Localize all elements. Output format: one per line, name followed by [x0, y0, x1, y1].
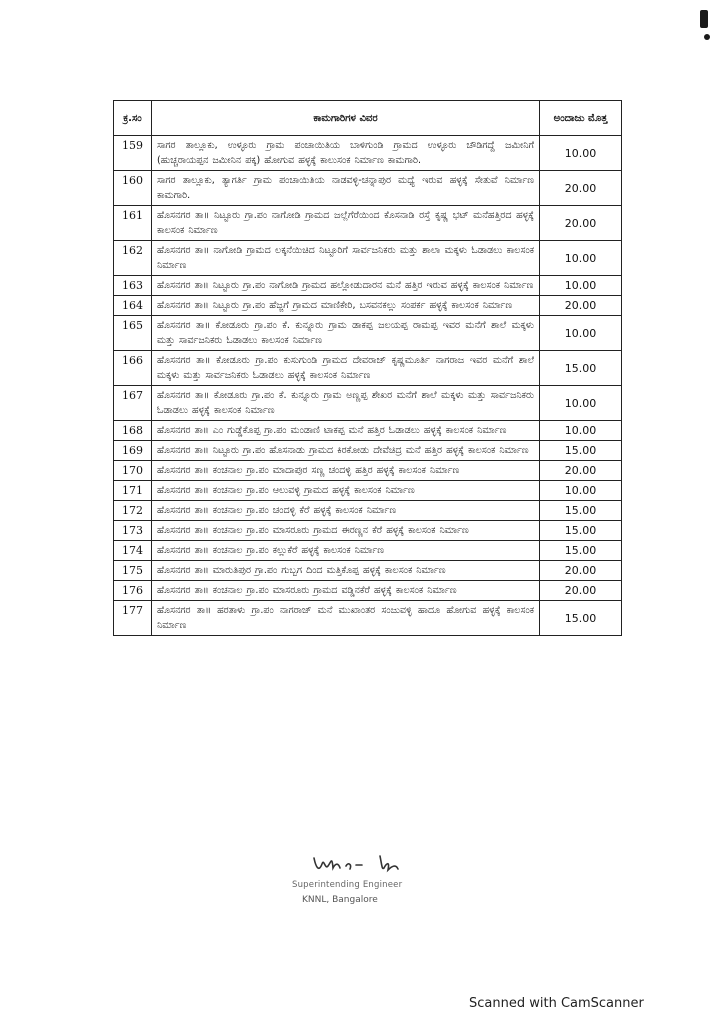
- row-amount: 20.00: [540, 561, 622, 581]
- row-work-details: ಹೊಸನಗರ ತಾ॥ ಕಂಚನಾಲ ಗ್ರಾ.ಪಂ ಮಾದಾಪುರ ಸಣ್ಣ ಚಂದಳ್ಳಿ ಹತ್ತಿರ ಹಳ್ಳಕ್ಕೆ ಕಾಲಸಂಕ ನಿರ್ಮಾಣ: [152, 461, 540, 481]
- row-amount: 15.00: [540, 441, 622, 461]
- row-work-details: ಹೊಸನಗರ ತಾ॥ ನಾಗೋಡಿ ಗ್ರಾಮದ ಲಕ್ಕನೆಯಿಚಿದ ನಿಟ್ಟೂರಿಗೆ ಸಾರ್ವಜನಿಕರು ಮತ್ತು ಶಾಲಾ ಮಕ್ಕಳು ಓಡಾಡಲು ಕಾಲಸಂಕ ನಿರ್ಮಾಣ: [152, 241, 540, 276]
- row-amount: 10.00: [540, 316, 622, 351]
- table-body: [114, 136, 622, 636]
- table-row: [114, 421, 622, 441]
- row-amount: 15.00: [540, 541, 622, 561]
- table-row: [114, 136, 622, 171]
- scan-artifact-mark: [700, 10, 708, 28]
- row-work-details: ಹೊಸನಗರ ತಾ॥ ಮಾರುತಿಪುರ ಗ್ರಾ.ಪಂ ಗುಬ್ಬಗ ದಿಂದ ಮತ್ತಿಕೊಪ್ಪ ಹಳ್ಳಕ್ಕೆ ಕಾಲಸಂಕ ನಿರ್ಮಾಣ: [152, 561, 540, 581]
- table-row: [114, 386, 622, 421]
- row-amount: 10.00: [540, 421, 622, 441]
- row-work-details: ಹೊಸನಗರ ತಾ॥ ಹರತಾಳು ಗ್ರಾ.ಪಂ ನಾಗರಾಜ್ ಮನೆ ಮುಖಾಂತರ ಸಂಜುವಳ್ಳಿ ಹಾದೂ ಹೋಗುವ ಹಳ್ಳಕ್ಕೆ ಕಾಲಸಂಕ ನಿರ್ಮಾಣ: [152, 601, 540, 636]
- row-amount: 20.00: [540, 171, 622, 206]
- row-amount: 15.00: [540, 351, 622, 386]
- table-row: [114, 601, 622, 636]
- row-work-details: ಹೊಸನಗರ ತಾ॥ ಕಂಚನಾಲ ಗ್ರಾ.ಪಂ ಮಾಸರೂರು ಗ್ರಾಮದ ವಡ್ಡಿನಕೆರೆ ಹಳ್ಳಕ್ಕೆ ಕಾಲಸಂಕ ನಿರ್ಮಾಣ: [152, 581, 540, 601]
- scanner-watermark: Scanned with CamScanner: [469, 996, 644, 1011]
- signature-title: Superintending Engineer: [292, 880, 403, 890]
- table-row: [114, 581, 622, 601]
- row-amount: 15.00: [540, 501, 622, 521]
- header-serial-no: ಕ್ರ.ಸಂ: [114, 101, 152, 136]
- row-amount: 20.00: [540, 206, 622, 241]
- header-estimated-amount: ಅಂದಾಜು ಮೊತ್ತ: [540, 101, 622, 136]
- table-row: [114, 206, 622, 241]
- table-row: [114, 461, 622, 481]
- row-serial-no: 175: [114, 561, 152, 581]
- row-work-details: ಹೊಸನಗರ ತಾ॥ ನಿಟ್ಟೂರು ಗ್ರಾ.ಪಂ ಹೆಜ್ಜಗೆ ಗ್ರಾಮದ ಮಾಣಿಕೇರಿ, ಬಸವನಕಲ್ಲು ಸಂಪರ್ಕ ಹಳ್ಳಕ್ಕೆ ಕಾಲಸಂಕ ನಿರ್ಮಾಣ: [152, 296, 540, 316]
- row-serial-no: 159: [114, 136, 152, 171]
- table-row: [114, 561, 622, 581]
- row-amount: 10.00: [540, 276, 622, 296]
- signature-scribble: [310, 850, 430, 880]
- row-serial-no: 177: [114, 601, 152, 636]
- row-work-details: ಹೊಸನಗರ ತಾ॥ ಕೋಡೂರು ಗ್ರಾ.ಪಂ ಕುಸುಗುಂಡಿ ಗ್ರಾಮದ ದೇವರಾಜ್ ಕೃಷ್ಣಮೂರ್ತಿ ನಾಗರಾಜ ಇವರ ಮನೆಗೆ ಶಾಲೆ ಮಕ್ಕಳು ಮತ್ತು ಸಾರ್ವಜನಿಕರು ಓಡಾಡಲು ಹಳ್ಳಕ್ಕೆ ಕಾಲಸಂಕ ನಿರ್ಮಾಣ: [152, 351, 540, 386]
- signature: [310, 850, 430, 880]
- row-serial-no: 167: [114, 386, 152, 421]
- row-serial-no: 174: [114, 541, 152, 561]
- row-serial-no: 169: [114, 441, 152, 461]
- row-work-details: ಹೊಸನಗರ ತಾ॥ ನಿಟ್ಟೂರು ಗ್ರಾ.ಪಂ ನಾಗೋಡಿ ಗ್ರಾಮದ ಹಲ್ಲೋಡುದಾರನ ಮನೆ ಹತ್ತಿರ ಇರುವ ಹಳ್ಳಕ್ಕೆ ಕಾಲಸಂಕ ನಿರ್ಮಾಣ: [152, 276, 540, 296]
- row-work-details: ಹೊಸನಗರ ತಾ॥ ಎಂ ಗುಡ್ಡೆಕೊಪ್ಪ ಗ್ರಾ.ಪಂ ಮಂಡಾಣಿ ಟಾಕಪ್ಪ ಮನೆ ಹತ್ತಿರ ಓಡಾಡಲು ಹಳ್ಳಕ್ಕೆ ಕಾಲಸಂಕ ನಿರ್ಮಾಣ: [152, 421, 540, 441]
- row-amount: 10.00: [540, 241, 622, 276]
- row-serial-no: 161: [114, 206, 152, 241]
- table-row: [114, 316, 622, 351]
- row-work-details: ಹೊಸನಗರ ತಾ॥ ಕಂಚನಾಲ ಗ್ರಾ.ಪಂ ಆಲುವಳ್ಳಿ ಗ್ರಾಮದ ಹಳ್ಳಕ್ಕೆ ಕಾಲಸಂಕ ನಿರ್ಮಾಣ: [152, 481, 540, 501]
- row-serial-no: 171: [114, 481, 152, 501]
- table-row: [114, 481, 622, 501]
- table-row: [114, 441, 622, 461]
- table-row: [114, 521, 622, 541]
- row-work-details: ಸಾಗರ ತಾಲ್ಲೂಕು, ತ್ಯಾಗರ್ತಿ ಗ್ರಾಮ ಪಂಚಾಯಿತಿಯ ನಾಡವಳ್ಳಿ-ಚನ್ನಾಪುರ ಮಧ್ಯೆ ಇರುವ ಹಳ್ಳಕ್ಕೆ ಸೇತುವೆ ನಿರ್ಮಾಣ ಕಾಮಗಾರಿ.: [152, 171, 540, 206]
- row-serial-no: 162: [114, 241, 152, 276]
- row-serial-no: 172: [114, 501, 152, 521]
- table-row: [114, 351, 622, 386]
- table-row: [114, 171, 622, 206]
- row-amount: 15.00: [540, 521, 622, 541]
- table-row: [114, 241, 622, 276]
- row-amount: 10.00: [540, 481, 622, 501]
- row-serial-no: 166: [114, 351, 152, 386]
- row-amount: 10.00: [540, 136, 622, 171]
- row-work-details: ಹೊಸನಗರ ತಾ॥ ಕಂಚನಾಲ ಗ್ರಾ.ಪಂ ಕಲ್ಲುಕೆರೆ ಹಳ್ಳಕ್ಕೆ ಕಾಲಸಂಕ ನಿರ್ಮಾಣ: [152, 541, 540, 561]
- row-amount: 20.00: [540, 296, 622, 316]
- row-serial-no: 168: [114, 421, 152, 441]
- row-work-details: ಹೊಸನಗರ ತಾ॥ ನಿಟ್ಟೂರು ಗ್ರಾ.ಪಂ ಹೊಸನಾಡು ಗ್ರಾಮದ ಕಿರಕೋಡು ದೇವೆಚಿದ್ರ ಮನೆ ಹತ್ತಿರ ಹಳ್ಳಕ್ಕೆ ಕಾಲಸಂಕ ನಿರ್ಮಾಣ: [152, 441, 540, 461]
- row-serial-no: 165: [114, 316, 152, 351]
- row-amount: 20.00: [540, 581, 622, 601]
- row-serial-no: 170: [114, 461, 152, 481]
- row-work-details: ಹೊಸನಗರ ತಾ॥ ಕೋಡೂರು ಗ್ರಾ.ಪಂ ಕೆ. ಕುನ್ನೂರು ಗ್ರಾಮ ಅಣ್ಣಪ್ಪ ಶೇಖರ ಮನೆಗೆ ಶಾಲೆ ಮಕ್ಕಳು ಮತ್ತು ಸಾರ್ವಜನಿಕರು ಓಡಾಡಲು ಹಳ್ಳಕ್ಕೆ ಕಾಲಸಂಕ ನಿರ್ಮಾಣ: [152, 386, 540, 421]
- row-amount: 20.00: [540, 461, 622, 481]
- header-work-details: ಕಾಮಗಾರಿಗಳ ವಿವರ: [152, 101, 540, 136]
- row-serial-no: 164: [114, 296, 152, 316]
- row-serial-no: 160: [114, 171, 152, 206]
- row-serial-no: 163: [114, 276, 152, 296]
- row-work-details: ಹೊಸನಗರ ತಾ॥ ನಿಟ್ಟೂರು ಗ್ರಾ.ಪಂ ನಾಗೋಡಿ ಗ್ರಾಮದ ಜಲ್ಲೆಗೆರೆಯಿಂದ ಕೊಸನಾಡಿ ರಸ್ತೆ ಕೃಷ್ಣ ಭಟ್ ಮನೆಹತ್ತಿರದ ಹಳ್ಳಕ್ಕೆ ಕಾಲಸಂಕ ನಿರ್ಮಾಣ: [152, 206, 540, 241]
- row-serial-no: 176: [114, 581, 152, 601]
- row-serial-no: 173: [114, 521, 152, 541]
- table-row: [114, 541, 622, 561]
- row-amount: 10.00: [540, 386, 622, 421]
- signature-place: KNNL, Bangalore: [302, 895, 378, 905]
- works-table: [113, 100, 622, 636]
- scan-artifact-dot: [704, 34, 710, 40]
- row-work-details: ಹೊಸನಗರ ತಾ॥ ಕೋಡೂರು ಗ್ರಾ.ಪಂ ಕೆ. ಕುನ್ನೂರು ಗ್ರಾಮ ಡಾಕಪ್ಪ ಜಲಯಪ್ಪ ರಾಮಪ್ಪ ಇವರ ಮನೆಗೆ ಶಾಲೆ ಮಕ್ಕಳು ಮತ್ತು ಸಾರ್ವಜನಿಕರು ಓಡಾಡಲು ಕಾಲಸಂಕ ನಿರ್ಮಾಣ: [152, 316, 540, 351]
- row-work-details: ಹೊಸನಗರ ತಾ॥ ಕಂಚನಾಲ ಗ್ರಾ.ಪಂ ಮಾಸರೂರು ಗ್ರಾಮದ ಈರಣ್ಣನ ಕೆರೆ ಹಳ್ಳಕ್ಕೆ ಕಾಲಸಂಕ ನಿರ್ಮಾಣ: [152, 521, 540, 541]
- row-work-details: ಹೊಸನಗರ ತಾ॥ ಕಂಚನಾಲ ಗ್ರಾ.ಪಂ ಚಂದಳ್ಳಿ ಕೆರೆ ಹಳ್ಳಕ್ಕೆ ಕಾಲಸಂಕ ನಿರ್ಮಾಣ: [152, 501, 540, 521]
- table-header-row: [114, 101, 622, 136]
- table-row: [114, 296, 622, 316]
- table-row: [114, 276, 622, 296]
- row-work-details: ಸಾಗರ ತಾಲ್ಲೂಕು, ಉಳ್ಳೂರು ಗ್ರಾಮ ಪಂಚಾಯಿತಿಯ ಬಾಳಿಗುಂಡಿ ಗ್ರಾಮದ ಉಳ್ಳೂರು ಚೌಡಿಗದ್ದೆ ಜಮೀನಿಗೆ (ಹುಚ್ಚರಾಯಪ್ಪನ ಜಮೀನಿನ ಪಕ್ಕ) ಹೋಗುವ ಹಳ್ಳಕ್ಕೆ ಕಾಲುಸಂಕ ನಿರ್ಮಾಣ ಕಾಮಗಾರಿ.: [152, 136, 540, 171]
- table-row: [114, 501, 622, 521]
- row-amount: 15.00: [540, 601, 622, 636]
